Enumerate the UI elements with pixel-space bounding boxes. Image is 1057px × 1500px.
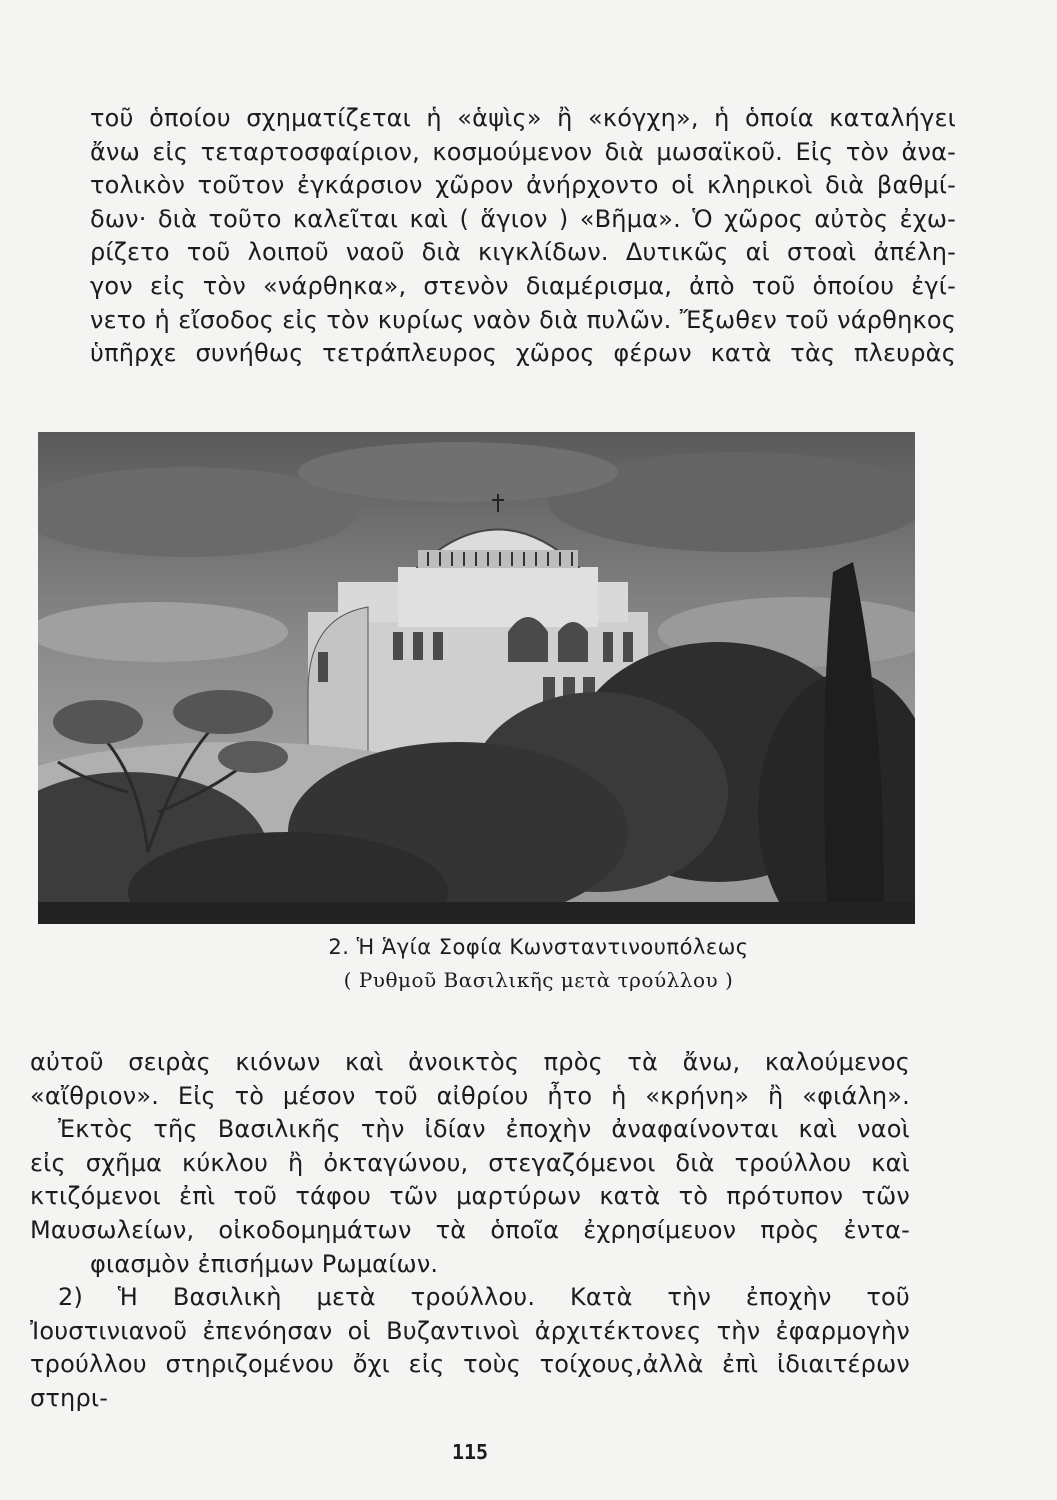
- text-line: γον εἰς τὸν «νάρθηκα», στενὸν διαμέρισμα, ἀπὸ τοῦ ὁποίου ἐγί-: [90, 271, 956, 300]
- text-line: τρούλλου στηριζομένου ὄχι εἰς τοὺς τοίχους,ἀλλὰ ἐπὶ ἰδιαιτέρων στηρι-: [30, 1350, 910, 1412]
- text-line: ὑπῆρχε συνήθως τετράπλευρος χῶρος φέρων κατὰ τὰς πλευρὰς: [90, 339, 956, 368]
- paragraph-top: [90, 102, 956, 371]
- text-line: φιασμὸν ἐπισήμων Ρωμαίων.: [90, 1249, 439, 1278]
- text-line: εἰς σχῆμα κύκλου ἢ ὀκταγώνου, στεγαζόμενοι διὰ τρούλλου καὶ: [30, 1148, 910, 1177]
- section-heading-line: 2) Ἡ Βασιλικὴ μετὰ τρούλλου. Κατὰ τὴν ἐποχὴν τοῦ: [58, 1283, 910, 1312]
- text-line: τοῦ ὁποίου σχηματίζεται ἡ «ἁψὶς» ἢ «κόγχη», ἡ ὁποία καταλήγει: [90, 104, 956, 132]
- figure-caption-title: 2. Ἡ Ἁγία Σοφία Κωνσταντινουπόλεως: [328, 935, 749, 959]
- text-line: αὐτοῦ σειρὰς κιόνων καὶ ἀνοικτὸς πρὸς τὰ ἄνω, καλούμενος: [30, 1048, 910, 1076]
- text-line: Ἰουστινιανοῦ ἐπενόησαν οἱ Βυζαντινοὶ ἀρχιτέκτονες τὴν ἐφαρμογὴν: [30, 1316, 910, 1345]
- text-line: νετο ἡ εἴσοδος εἰς τὸν κυρίως ναὸν διὰ πυλῶν. Ἔξωθεν τοῦ νάρθηκος: [90, 305, 956, 334]
- text-line: κτιζόμενοι ἐπὶ τοῦ τάφου τῶν μαρτύρων κατὰ τὸ πρότυπον τῶν: [30, 1182, 910, 1211]
- text-line: «αἴθριον». Εἰς τὸ μέσον τοῦ αἰθρίου ἦτο ἡ «κρήνη» ἢ «φιάλη».: [30, 1081, 910, 1110]
- text-line: ἄνω εἰς τεταρτοσφαίριον, κοσμούμενον διὰ μωσαϊκοῦ. Εἰς τὸν ἀνα-: [90, 137, 956, 166]
- text-line: Ἐκτὸς τῆς Βασιλικῆς τὴν ἰδίαν ἐποχὴν ἀναφαίνονται καὶ ναοὶ: [58, 1115, 910, 1144]
- text-line: τολικὸν τοῦτον ἐγκάρσιον χῶρον ἀνήρχοντο οἱ κληρικοὶ διὰ βαθμί-: [90, 171, 956, 200]
- hagia-sophia-engraving: [38, 432, 915, 924]
- page-number: 115: [451, 1440, 489, 1464]
- paragraph-bottom: [30, 1046, 910, 1416]
- text-line: Μαυσωλείων, οἰκοδομημάτων τὰ ὁποῖα ἐχρησίμευον πρὸς ἐντα-: [30, 1215, 910, 1244]
- text-line: ρίζετο τοῦ λοιποῦ ναοῦ διὰ κιγκλίδων. Δυτικῶς αἱ στοαὶ ἀπέλη-: [90, 238, 956, 267]
- text-line: δων· διὰ τοῦτο καλεῖται καὶ ( ἅγιον ) «Βῆμα». Ὁ χῶρος αὐτὸς ἐχω-: [90, 204, 956, 233]
- figure-caption-subtitle: ( Ρυθμοῦ Βασιλικῆς μετὰ τρούλλου ): [343, 968, 734, 992]
